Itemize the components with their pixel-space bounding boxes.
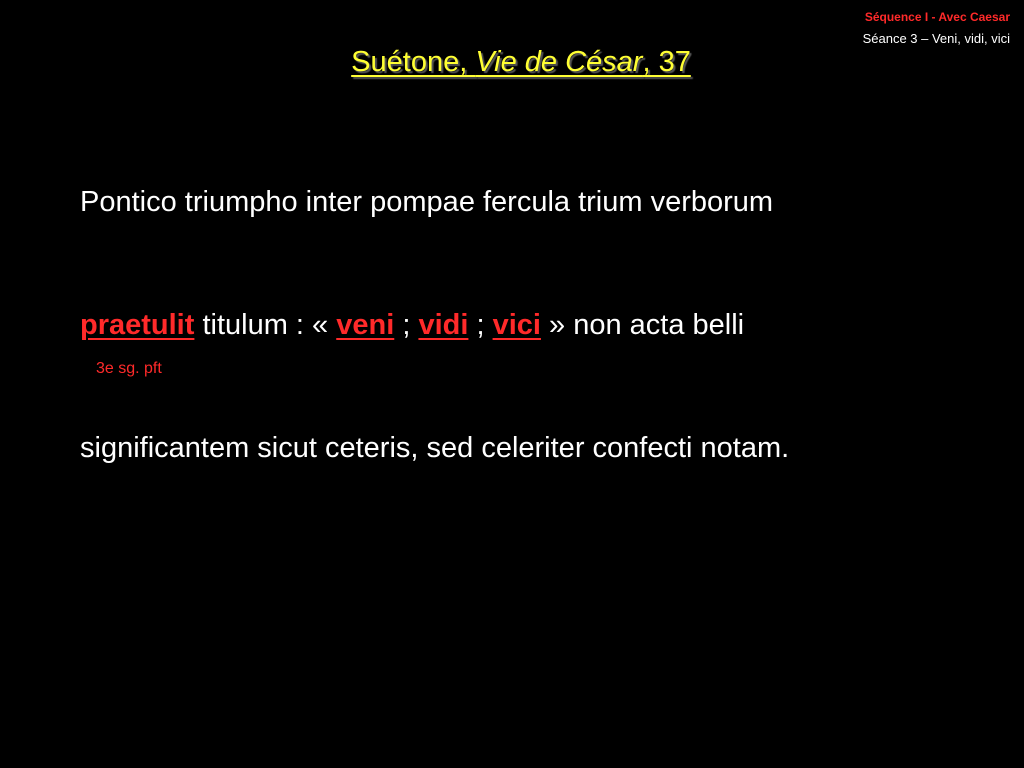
- title-work: Vie de César: [475, 46, 643, 78]
- text-line-1: Pontico triumpho inter pompae fercula trium verborum: [80, 186, 774, 218]
- title-author: Suétone,: [351, 46, 476, 78]
- highlight-vici: vici: [492, 309, 541, 341]
- highlight-vidi: vidi: [418, 309, 469, 341]
- slide-header: [863, 6, 1010, 50]
- text-segment: ;: [394, 309, 419, 341]
- highlight-praetulit: praetulit: [80, 309, 195, 341]
- text-segment: titulum : «: [194, 309, 337, 341]
- text-line-3: significantem sicut ceteris, sed celeriter confecti notam.: [80, 432, 790, 464]
- text-segment: ;: [468, 309, 493, 341]
- text-segment: » non acta belli: [540, 309, 745, 341]
- slide-title: [0, 46, 1024, 79]
- grammar-note: 3e sg. pft: [96, 360, 162, 377]
- seance-label: Séance 3 – Veni, vidi, vici: [862, 31, 1010, 46]
- title-chapter: , 37: [642, 46, 691, 78]
- sequence-label: Séquence I - Avec Caesar: [864, 10, 1010, 24]
- text-line-2: [80, 309, 744, 342]
- highlight-veni: veni: [336, 309, 395, 341]
